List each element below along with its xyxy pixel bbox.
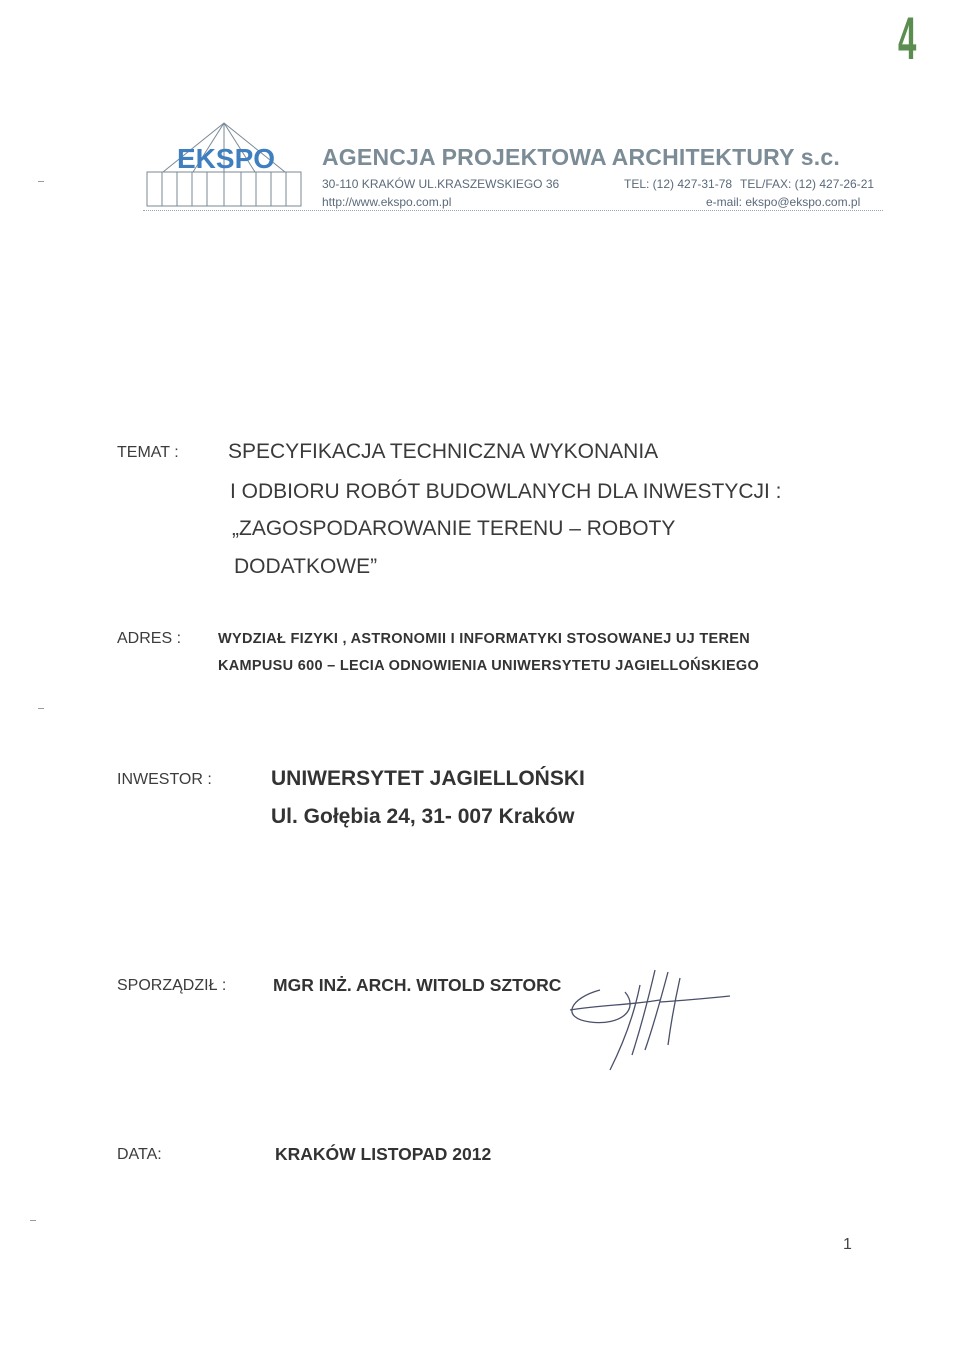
subject-line-2: I ODBIORU ROBÓT BUDOWLANYCH DLA INWESTYCJI : <box>230 480 782 503</box>
agency-fax: TEL/FAX: (12) 427-26-21 <box>740 177 875 191</box>
prepared-by-label: SPORZĄDZIŁ : <box>117 977 227 994</box>
signature-strokes <box>540 960 740 1090</box>
subject-label: TEMAT : <box>117 444 179 461</box>
address-line-1: WYDZIAŁ FIZYKI , ASTRONOMII I INFORMATYKI STOSOWANEJ UJ TEREN <box>218 631 750 647</box>
page-number: 1 <box>843 1236 852 1253</box>
address-line-2: KAMPUSU 600 – LECIA ODNOWIENIA UNIWERSYTETU JAGIELLOŃSKIEGO <box>218 658 760 674</box>
scan-speck <box>38 181 44 182</box>
scan-speck <box>38 708 44 709</box>
agency-name: AGENCJA PROJEKTOWA ARCHITEKTURY s.c. <box>322 144 840 170</box>
ekspo-logo <box>143 120 305 212</box>
agency-website: http://www.ekspo.com.pl <box>322 195 452 209</box>
agency-email: e-mail: ekspo@ekspo.com.pl <box>706 195 861 209</box>
subject-line-3: „ZAGOSPODAROWANIE TERENU – ROBOTY <box>232 517 676 540</box>
author-name: MGR INŻ. ARCH. WITOLD SZTORC <box>273 975 562 995</box>
agency-phone: TEL: (12) 427-31-78 <box>624 177 733 191</box>
agency-address: 30-110 KRAKÓW UL.KRASZEWSKIEGO 36 <box>322 177 560 191</box>
date-value: KRAKÓW LISTOPAD 2012 <box>275 1144 492 1164</box>
handwritten-signature <box>540 960 740 1090</box>
stamp-number: 4 <box>898 5 916 72</box>
logo-text: EKSPO <box>177 143 276 174</box>
header-divider <box>143 210 883 211</box>
address-label: ADRES : <box>117 630 182 647</box>
logo-graphic <box>143 120 305 212</box>
scan-speck <box>30 1220 36 1221</box>
investor-name: UNIWERSYTET JAGIELLOŃSKI <box>271 767 585 790</box>
investor-street: Ul. Gołębia 24, 31- 007 Kraków <box>271 805 575 828</box>
investor-label: INWESTOR : <box>117 771 212 788</box>
date-label: DATA: <box>117 1146 162 1163</box>
subject-line-1: SPECYFIKACJA TECHNICZNA WYKONANIA <box>228 440 659 463</box>
subject-line-4: DODATKOWE” <box>234 555 378 578</box>
